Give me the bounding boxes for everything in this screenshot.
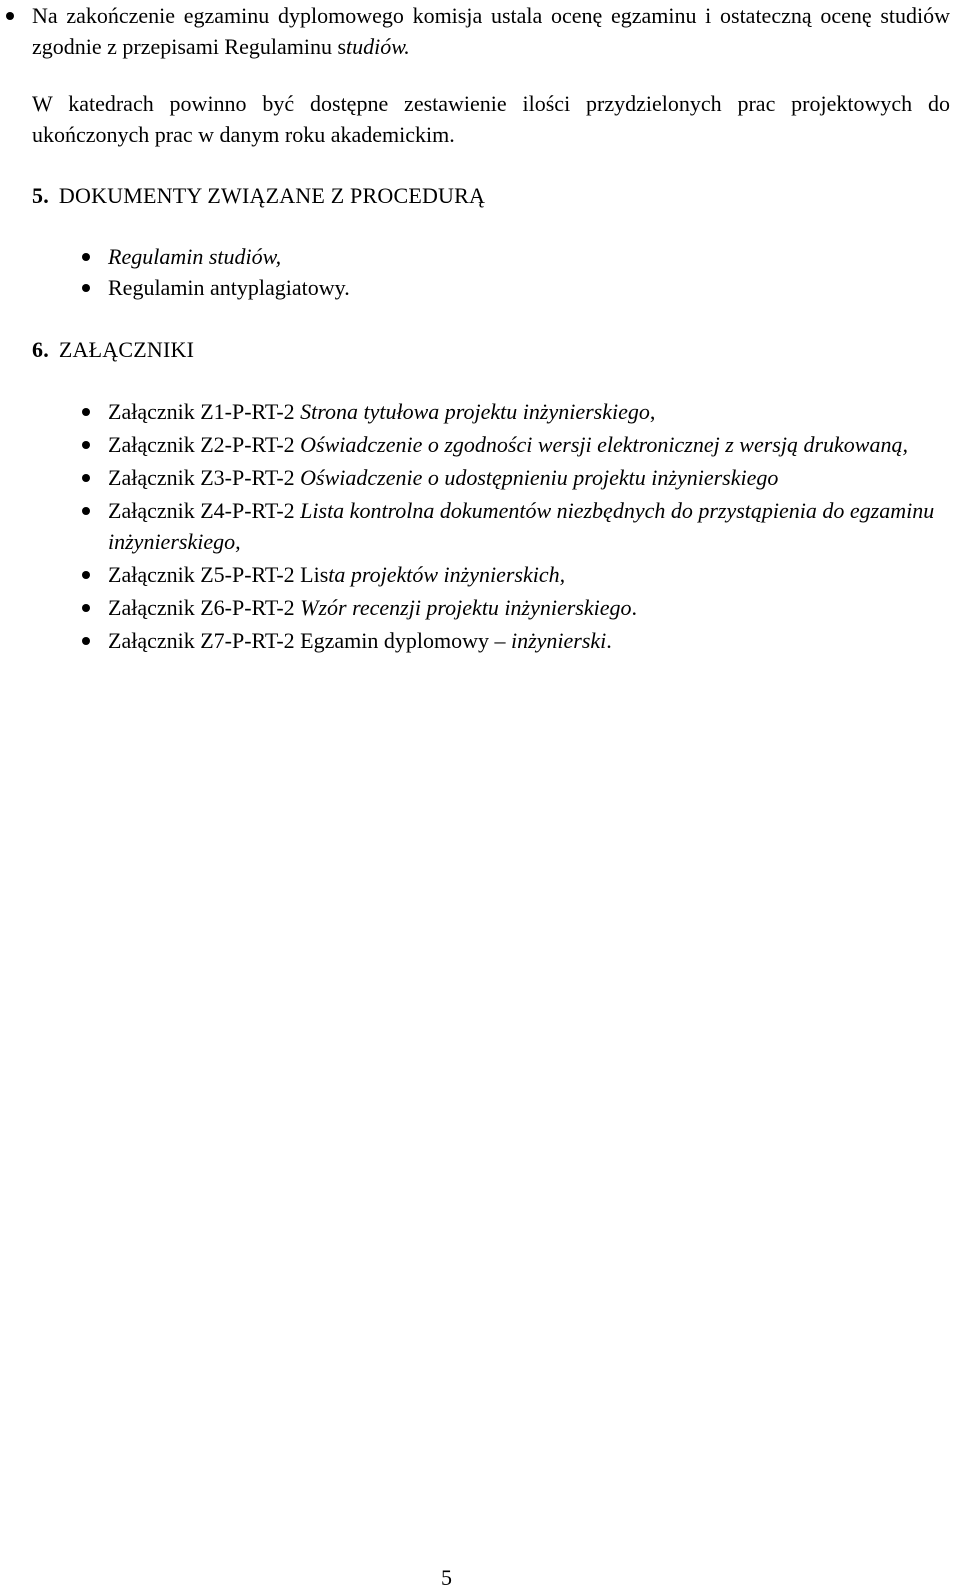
attachment-title: Wzór recenzji projektu inżynierskiego <box>300 595 632 620</box>
list-item <box>0 241 950 272</box>
section-5-heading <box>32 180 485 211</box>
attachment-title: inżynierski <box>510 628 607 653</box>
attachments-list <box>0 396 950 658</box>
attachment-title: Oświadczenie o zgodności wersji elektronicznej z wersją drukowaną, <box>300 432 908 457</box>
section-title: DOKUMENTY ZWIĄZANE Z PROCEDURĄ <box>58 183 486 208</box>
bullet-icon <box>6 12 14 20</box>
attachment-title: Strona tytułowa projektu inżynierskiego <box>300 399 650 424</box>
body-paragraph: W katedrach powinno być dostępne zestawienie ilości przydzielonych prac projektowych do ukończonych prac w danym roku akademickim. <box>32 91 950 147</box>
bullet-icon <box>82 507 90 515</box>
attachment-suffix: . <box>631 595 638 620</box>
section-6-heading <box>32 334 194 365</box>
list-item <box>0 396 950 427</box>
intro-bullet-text <box>32 0 950 62</box>
bullet-icon <box>82 441 90 449</box>
list-item <box>0 592 950 623</box>
attachment-suffix: , <box>649 399 656 424</box>
attachment-code: Załącznik Z3-P-RT-2 <box>108 465 301 490</box>
attachment-code: Załącznik Z6-P-RT-2 <box>108 595 301 620</box>
list-item <box>0 559 950 590</box>
attachment-code: Załącznik Z2-P-RT-2 <box>108 432 301 457</box>
bullet-icon <box>82 474 90 482</box>
item-text-italic: Regulamin studiów, <box>108 244 282 269</box>
attachment-title: Lista kontrolna dokumentów niezbędnych do przystąpienia do egzaminu inżynierskiego, <box>108 498 935 554</box>
attachment-code: Załącznik Z5-P-RT-2 Lis <box>108 562 329 587</box>
attachment-code: Załącznik Z4-P-RT-2 <box>108 498 301 523</box>
list-item <box>0 462 950 493</box>
list-item <box>0 272 950 303</box>
bullet-icon <box>82 284 90 292</box>
attachment-code: Załącznik Z7-P-RT-2 Egzamin dyplomowy – <box>108 628 511 653</box>
list-item <box>0 495 950 557</box>
intro-text-italic: tudiów. <box>346 34 410 59</box>
section-title: ZAŁĄCZNIKI <box>58 337 195 362</box>
intro-bullet-item <box>0 0 950 62</box>
list-item <box>0 429 950 460</box>
attachment-code: Załącznik Z1-P-RT-2 <box>108 399 301 424</box>
page-number: 5 <box>441 1565 452 1590</box>
list-item <box>0 625 950 656</box>
section-number: 5. <box>32 183 49 208</box>
bullet-icon <box>82 637 90 645</box>
attachment-title: ta projektów inżynierskich, <box>328 562 566 587</box>
related-documents-list <box>0 241 950 303</box>
bullet-icon <box>82 408 90 416</box>
intro-text-part: Na zakończenie egzaminu dyplomowego komisja ustala ocenę egzaminu i ostateczną ocenę studiów zgodnie z przepisami Regulaminu s <box>32 3 950 59</box>
bullet-icon <box>82 571 90 579</box>
section-number: 6. <box>32 337 49 362</box>
bullet-icon <box>82 253 90 261</box>
attachment-suffix: . <box>606 628 612 653</box>
attachment-title: Oświadczenie o udostępnieniu projektu inżynierskiego <box>300 465 779 490</box>
bullet-icon <box>82 604 90 612</box>
item-text: Regulamin antyplagiatowy. <box>108 275 350 300</box>
